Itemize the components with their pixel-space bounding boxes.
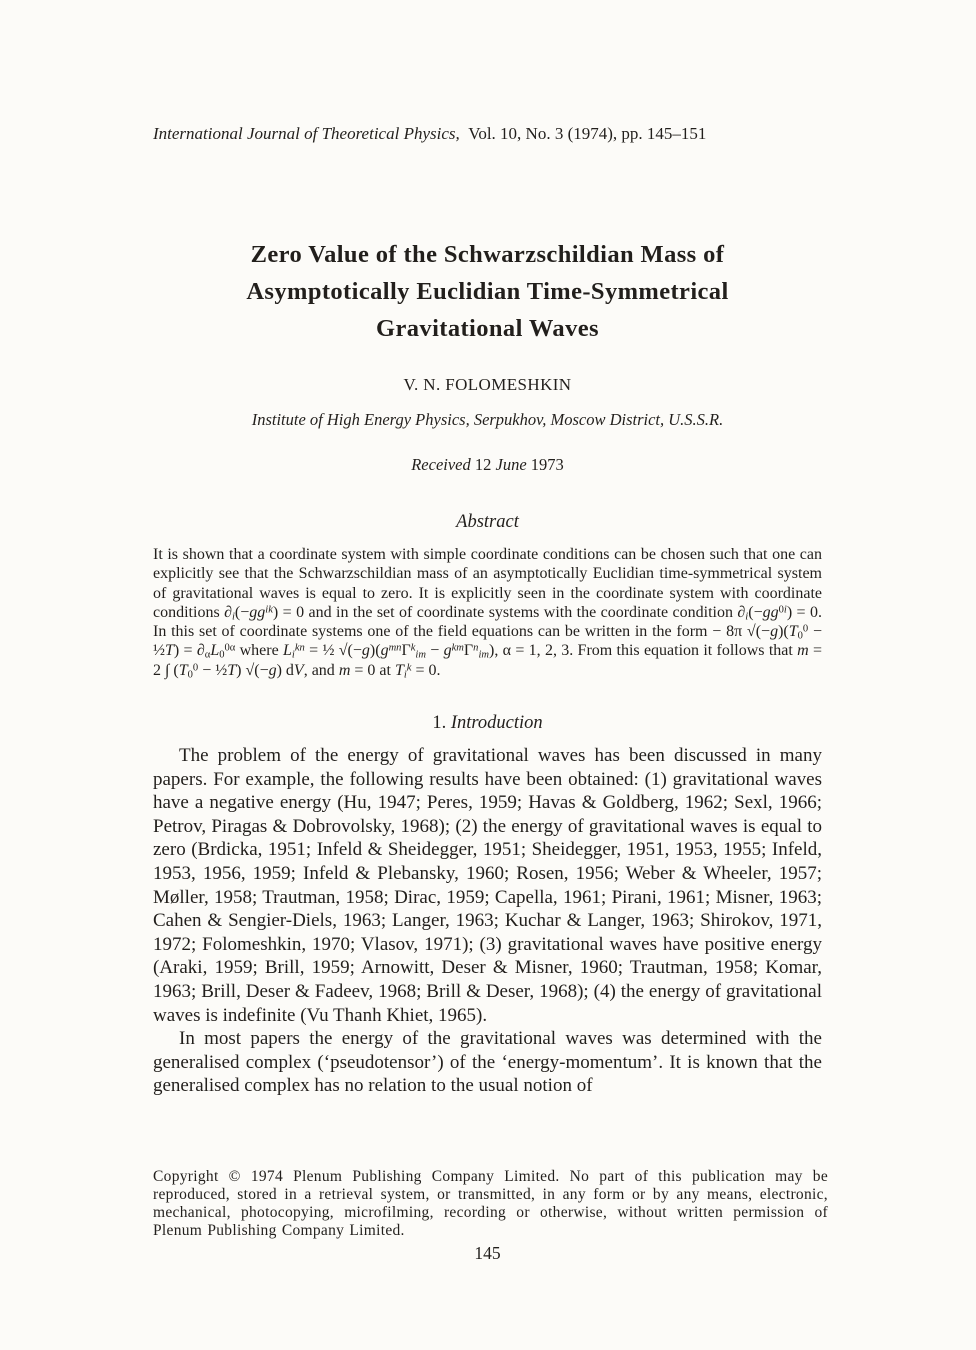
journal-header xyxy=(153,124,822,144)
author-affiliation: Institute of High Energy Physics, Serpukhov, Moscow District, U.S.S.R. xyxy=(251,410,724,429)
paper-title-line-1: Zero Value of the Schwarzschildian Mass of xyxy=(250,241,725,268)
introduction-paragraph-2: In most papers the energy of the gravitational waves was determined with the generalised complex (‘pseudotensor’) of the ‘energy-momentum’. It is known that the generalised complex has no relation to the usual notion of xyxy=(153,1028,822,1097)
journal-issue-info: Vol. 10, No. 3 (1974), pp. 145–151 xyxy=(459,124,707,143)
paper-title-line-3: Gravitational Waves xyxy=(376,315,599,342)
paper-title-line-2: Asymptotically Euclidian Time-Symmetrical xyxy=(246,278,729,305)
paper-content xyxy=(153,0,822,1098)
page-number: 145 xyxy=(474,1243,501,1263)
introduction-paragraph-1: The problem of the energy of gravitational waves has been discussed in many papers. For example, the following results have been obtained: (1) gravitational waves have a negative energy (Hu, 1947; Peres, 1959; Havas & Goldberg, 1962; Sexl, 1966; Petrov, Piragas & Dobrovolsky, 1968); (2) the energy of gravitational waves is equal to zero (Brdicka, 1951; Infeld & Sheidegger, 1951; Sheidegger, 1951, 1953, 1955; Infeld, 1953, 1956, 1959; Infeld & Plebansky, 1960; Rosen, 1956; Weber & Wheeler, 1957; Møller, 1958; Trautman, 1958; Dirac, 1959; Capella, 1961; Pirani, 1961; Misner, 1963; Cahen & Sengier-Diels, 1963; Langer, 1963; Kuchar & Langer, 1963; Shirokov, 1971, 1972; Folomeshkin, 1970; Vlasov, 1971); (3) gravitational waves have positive energy (Araki, 1959; Brill, 1959; Arnowitt, Deser & Misner, 1960; Trautman, 1958; Komar, 1963; Brill, Deser & Fadeev, 1968; Brill & Deser, 1968); (4) the energy of gravitational waves is indefinite (Vu Thanh Khiet, 1965). xyxy=(153,745,822,1026)
received-date: Received 12 June 1973 xyxy=(411,455,564,474)
abstract-text: It is shown that a coordinate system with simple coordinate conditions can be chosen such that one can explicitly see that the Schwarzschildian mass of an asymptotically Euclidian time-symmetrical system of gravitational waves is equal to zero. It is explicitly seen in the coordinate system with coordinate conditions $\partial_i(-gg^{ik}) = 0$ and in the set of coordinate systems with the coordinate condition $\partial_i(-gg^{0i}) = 0$. In this set of coordinate systems one of the field equations can be written in the form − 8π $√(-g)(T_0^0$ − ½T) = $\partial_\alpha L_0^{0\alpha}$ where $L_i^{kn}$ = ½ $√(-g)(g^{mn}\Gamma^k_{im} - g^{km}\Gamma^n_{im})$, α = 1, 2, 3. From this equation it follows that m = 2 ∫ ($T_0^0$ − ½T) √(−g) dV, and m = 0 at $T_i^k = 0$. xyxy=(153,546,823,681)
paper-title xyxy=(153,236,822,347)
journal-name: International Journal of Theoretical Physics, xyxy=(153,124,460,143)
section-heading-introduction: 1. Introduction xyxy=(432,713,543,734)
copyright-notice: Copyright © 1974 Plenum Publishing Company Limited. No part of this publication may be reproduced, stored in a retrieval system, or transmitted, in any form or by any means, electronic, mechanical, photocopying, microfilming, recording or otherwise, without written permission of Plenum Publishing Company Limited. xyxy=(153,1168,828,1239)
abstract-heading: Abstract xyxy=(456,512,519,532)
author-name: V. N. FOLOMESHKIN xyxy=(403,375,572,394)
